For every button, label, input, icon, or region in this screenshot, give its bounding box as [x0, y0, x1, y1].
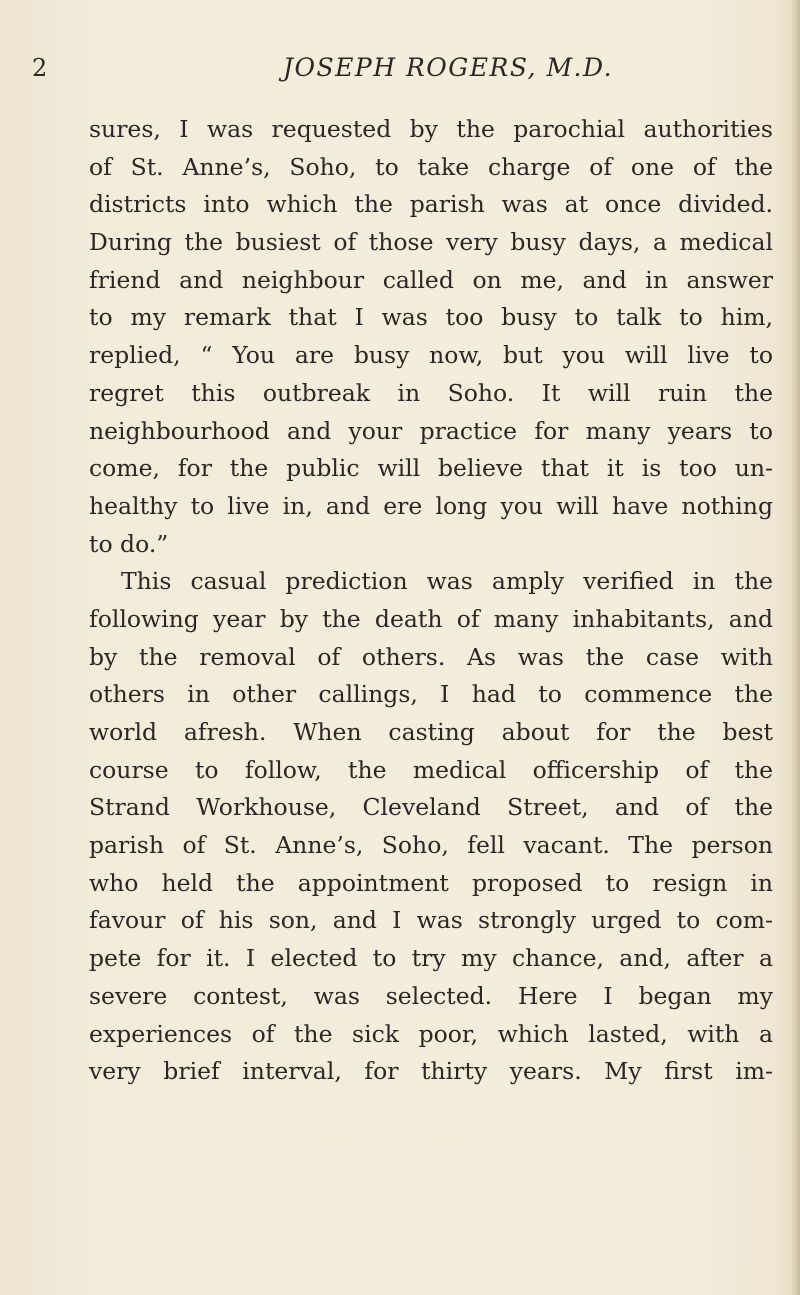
text-line: others in other callings, I had to commence the [89, 680, 773, 709]
text-line: healthy to live in, and ere long you will have nothing [89, 491, 773, 520]
page-edge-shadow [790, 0, 800, 1295]
text-line: Strand Workhouse, Cleveland Street, and of the [89, 793, 773, 822]
text-line: who held the appointment proposed to resign in [89, 868, 773, 897]
text-line: very brief interval, for thirty years. My first im- [89, 1057, 773, 1086]
text-line: severe contest, was selected. Here I began my [89, 981, 773, 1010]
text-line: following year by the death of many inhabitants, and [89, 604, 773, 633]
page-header [0, 52, 800, 88]
text-line: of St. Anne’s, Soho, to take charge of one of the [89, 152, 773, 181]
text-line: by the removal of others. As was the case with [89, 642, 773, 671]
text-line: experiences of the sick poor, which lasted, with a [89, 1019, 773, 1048]
text-line: pete for it. I elected to try my chance, and, after a [89, 944, 773, 973]
text-line: neighbourhood and your practice for many years to [89, 416, 773, 445]
text-line: to my remark that I was too busy to talk to him, [89, 303, 773, 332]
text-line: During the busiest of those very busy days, a medical [89, 228, 773, 257]
text-line: regret this outbreak in Soho. It will ruin the [89, 378, 773, 407]
text-line: course to follow, the medical officership of the [89, 755, 773, 784]
text-line: replied, “ You are busy now, but you will live to [89, 341, 773, 370]
page-number: 2 [32, 54, 48, 82]
text-line: friend and neighbour called on me, and in answer [89, 265, 773, 294]
text-line: come, for the public will believe that it is too un- [89, 454, 773, 483]
running-head: JOSEPH ROGERS, M.D. [283, 53, 614, 82]
text-line: districts into which the parish was at once divided. [89, 190, 773, 219]
paragraph-end-line: to do.” [89, 529, 169, 558]
paragraph-start-line: This casual prediction was amply verified in the [121, 567, 773, 596]
text-line: parish of St. Anne’s, Soho, fell vacant. The person [89, 831, 773, 860]
text-line: sures, I was requested by the parochial authorities [89, 115, 773, 143]
body-text [89, 111, 773, 1091]
text-line: world afresh. When casting about for the best [89, 718, 773, 746]
text-line: favour of his son, and I was strongly urged to com- [89, 906, 773, 935]
